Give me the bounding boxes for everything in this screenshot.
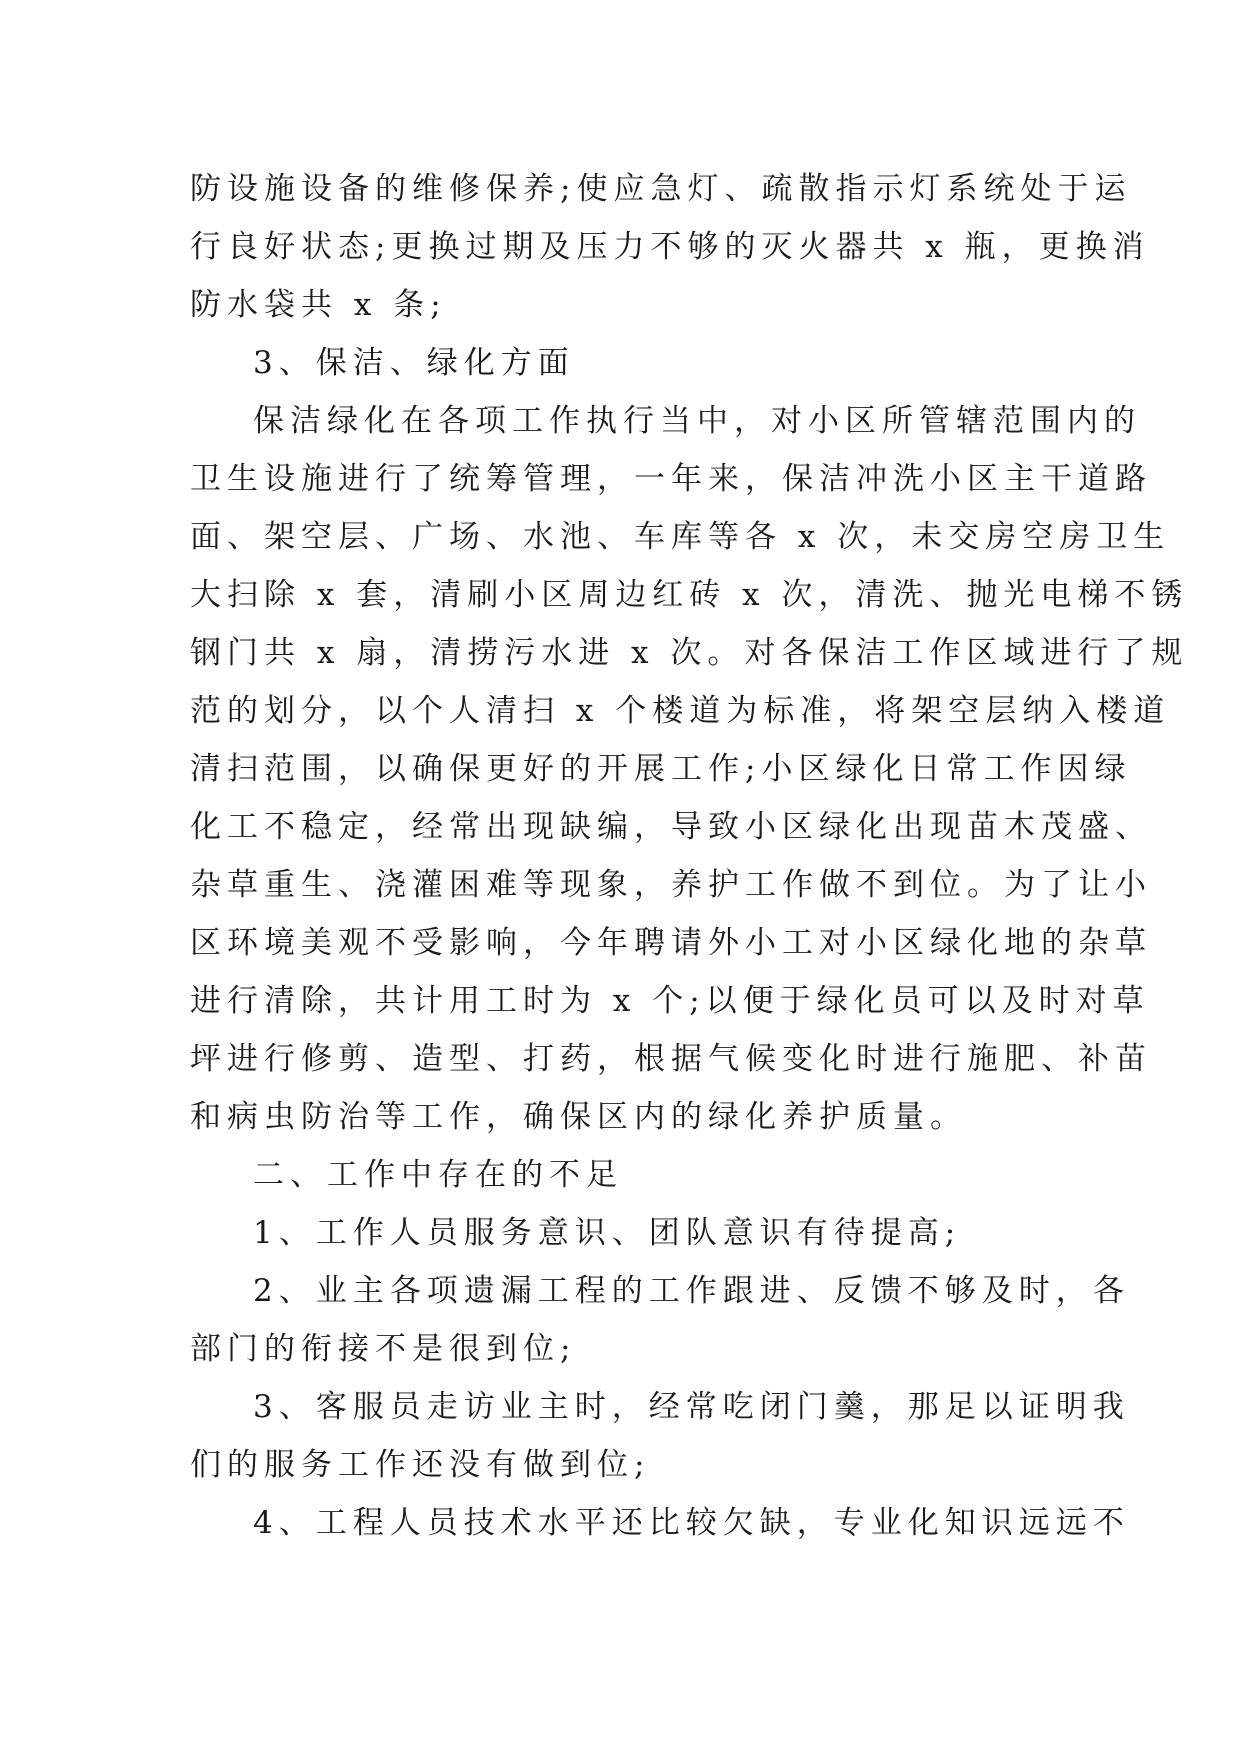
- text-line: 坪进行修剪、造型、打药，根据气候变化时进行施肥、补苗: [190, 1041, 1152, 1077]
- text-line: 保洁绿化在各项工作执行当中，对小区所管辖范围内的: [253, 403, 1141, 439]
- list-item: 3、客服员走访业主时，经常吃闭门羹，那足以证明我: [253, 1389, 1130, 1425]
- text-line: 们的服务工作还没有做到位;: [190, 1447, 651, 1483]
- text-line: 和病虫防治等工作，确保区内的绿化养护质量。: [190, 1099, 967, 1135]
- text-line: 区环境美观不受影响，今年聘请外小工对小区绿化地的杂草: [190, 925, 1152, 961]
- text-line: 防设施设备的维修保养;使应急灯、疏散指示灯系统处于运: [190, 171, 1132, 207]
- text-line: 杂草重生、浇灌困难等现象，养护工作做不到位。为了让小: [190, 867, 1152, 903]
- section-heading: 二、工作中存在的不足: [253, 1157, 623, 1193]
- text-line: 防水袋共 x 条;: [190, 287, 447, 323]
- text-line: 大扫除 x 套，清刷小区周边红砖 x 次，清洗、抛光电梯不锈: [190, 577, 1189, 613]
- text-line: 范的划分，以个人清扫 x 个楼道为标准，将架空层纳入楼道: [190, 693, 1171, 729]
- list-item: 2、业主各项遗漏工程的工作跟进、反馈不够及时，各: [253, 1273, 1130, 1309]
- text-line: 行良好状态;更换过期及压力不够的灭火器共 x 瓶，更换消: [190, 229, 1150, 265]
- text-line: 部门的衔接不是很到位;: [190, 1331, 577, 1367]
- text-line: 化工不稳定，经常出现缺编，导致小区绿化出现苗木茂盛、: [190, 809, 1152, 845]
- section-heading: 3、保洁、绿化方面: [253, 345, 575, 381]
- text-line: 清扫范围，以确保更好的开展工作;小区绿化日常工作因绿: [190, 751, 1132, 787]
- text-line: 卫生设施进行了统筹管理，一年来，保洁冲洗小区主干道路: [190, 461, 1152, 497]
- text-line: 面、架空层、广场、水池、车库等各 x 次，未交房空房卫生: [190, 519, 1171, 555]
- text-line: 进行清除，共计用工时为 x 个;以便于绿化员可以及时对草: [190, 983, 1150, 1019]
- list-item: 1、工作人员服务意识、团队意识有待提高;: [253, 1215, 962, 1251]
- list-item: 4、工程人员技术水平还比较欠缺，专业化知识远远不: [253, 1505, 1130, 1541]
- text-line: 钢门共 x 扇，清捞污水进 x 次。对各保洁工作区域进行了规: [190, 635, 1189, 671]
